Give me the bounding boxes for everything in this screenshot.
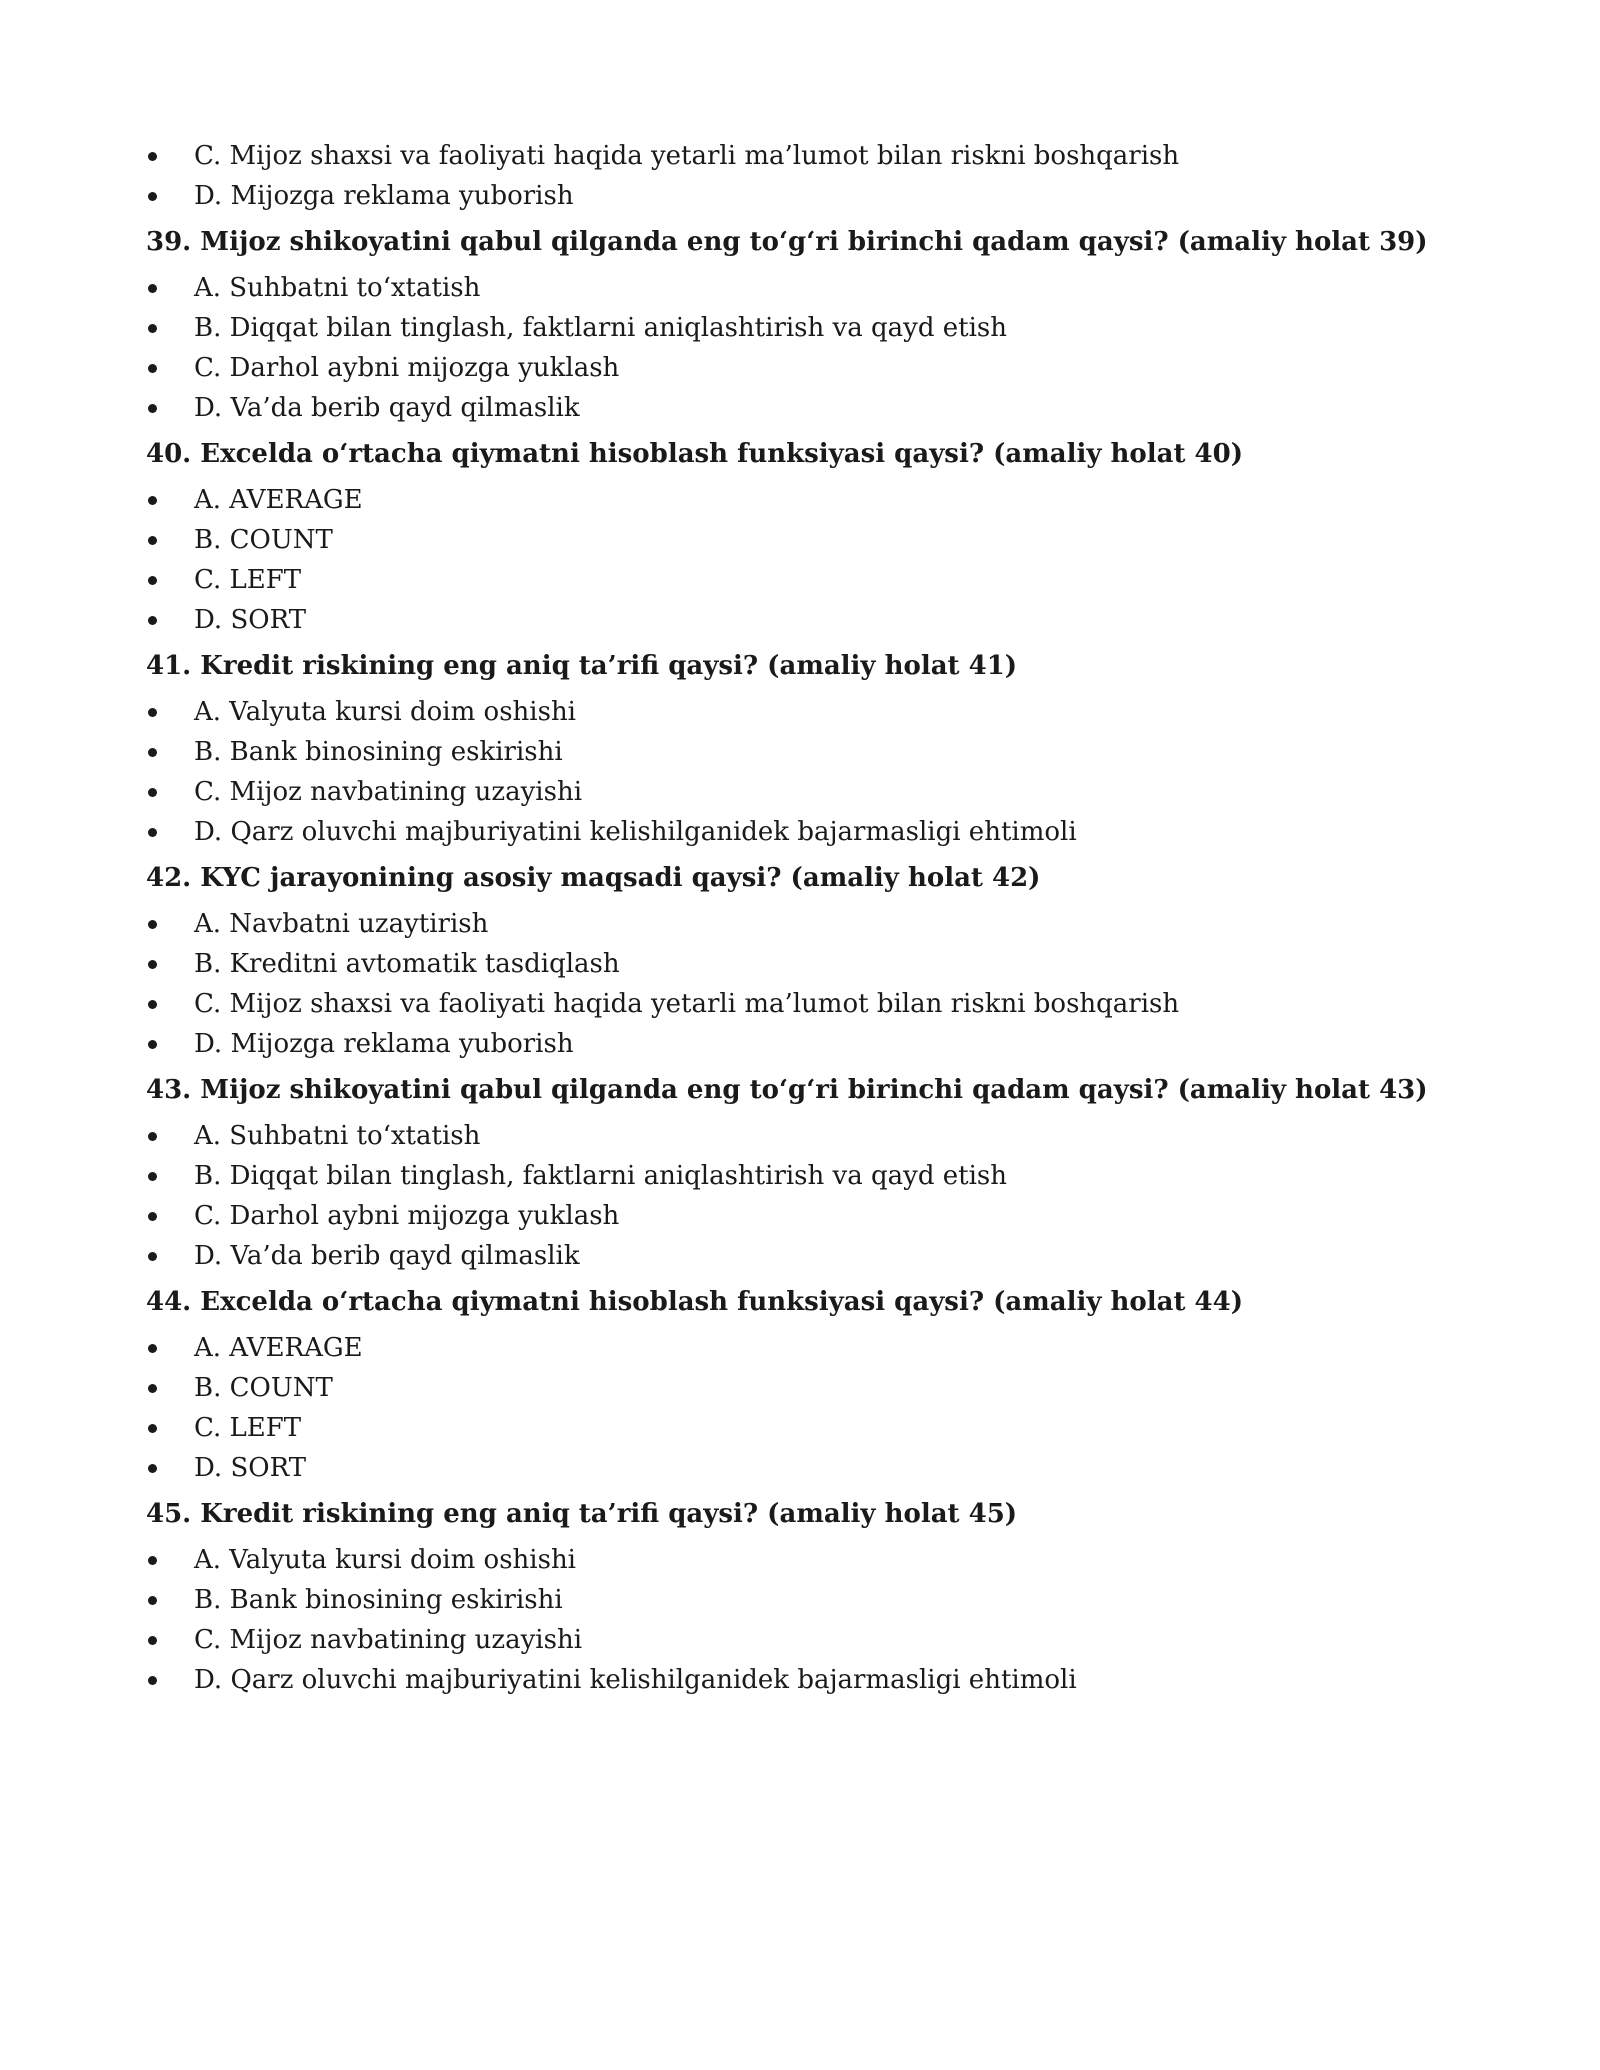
options-list [146,1328,1466,1488]
list-item: A. AVERAGE [146,1328,1466,1368]
options-list [146,1116,1466,1276]
question-title: 41. Kredit riskining eng aniq ta’rifi qaysi? (amaliy holat 41) [146,651,1018,681]
question-title: 45. Kredit riskining eng aniq ta’rifi qaysi? (amaliy holat 45) [146,1499,1018,1529]
list-item: C. Darhol aybni mijozga yuklash [146,348,1466,388]
list-item: D. Va’da berib qayd qilmaslik [146,1236,1466,1276]
list-item: A. Valyuta kursi doim oshishi [146,692,1466,732]
list-item: C. Mijoz navbatining uzayishi [146,1620,1466,1660]
list-item: B. Diqqat bilan tinglash, faktlarni aniqlashtirish va qayd etish [146,1156,1466,1196]
question-title: 40. Excelda o‘rtacha qiymatni hisoblash funksiyasi qaysi? (amaliy holat 40) [146,439,1244,469]
question-title: 44. Excelda o‘rtacha qiymatni hisoblash funksiyasi qaysi? (amaliy holat 44) [146,1287,1244,1317]
list-item: C. Darhol aybni mijozga yuklash [146,1196,1466,1236]
question-42 [146,858,1466,1064]
list-item: B. COUNT [146,520,1466,560]
options-list [146,692,1466,852]
question-43 [146,1070,1466,1276]
question-title: 42. KYC jarayonining asosiy maqsadi qaysi? (amaliy holat 42) [146,863,1041,893]
options-list [146,1540,1466,1700]
list-item: B. COUNT [146,1368,1466,1408]
document-content [146,136,1466,1700]
list-item: D. SORT [146,600,1466,640]
list-item: C. LEFT [146,1408,1466,1448]
list-item: D. Qarz oluvchi majburiyatini kelishilganidek bajarmasligi ehtimoli [146,812,1466,852]
list-item: A. Navbatni uzaytirish [146,904,1466,944]
intro-options-list [146,136,1466,216]
list-item: A. Suhbatni to‘xtatish [146,268,1466,308]
list-item: C. LEFT [146,560,1466,600]
list-item: C. Mijoz shaxsi va faoliyati haqida yetarli ma’lumot bilan riskni boshqarish [146,136,1466,176]
question-45 [146,1494,1466,1700]
question-39 [146,222,1466,428]
list-item: D. Qarz oluvchi majburiyatini kelishilganidek bajarmasligi ehtimoli [146,1660,1466,1700]
list-item: D. SORT [146,1448,1466,1488]
list-item: B. Bank binosining eskirishi [146,732,1466,772]
options-list [146,268,1466,428]
question-title: 43. Mijoz shikoyatini qabul qilganda eng to‘g‘ri birinchi qadam qaysi? (amaliy holat 43) [146,1075,1428,1105]
list-item: A. Valyuta kursi doim oshishi [146,1540,1466,1580]
list-item: D. Mijozga reklama yuborish [146,176,1466,216]
question-title: 39. Mijoz shikoyatini qabul qilganda eng to‘g‘ri birinchi qadam qaysi? (amaliy holat 39) [146,227,1428,257]
list-item: C. Mijoz navbatining uzayishi [146,772,1466,812]
list-item: D. Mijozga reklama yuborish [146,1024,1466,1064]
options-list [146,480,1466,640]
question-40 [146,434,1466,640]
list-item: C. Mijoz shaxsi va faoliyati haqida yetarli ma’lumot bilan riskni boshqarish [146,984,1466,1024]
list-item: A. AVERAGE [146,480,1466,520]
list-item: B. Bank binosining eskirishi [146,1580,1466,1620]
question-44 [146,1282,1466,1488]
question-41 [146,646,1466,852]
list-item: A. Suhbatni to‘xtatish [146,1116,1466,1156]
list-item: B. Kreditni avtomatik tasdiqlash [146,944,1466,984]
list-item: D. Va’da berib qayd qilmaslik [146,388,1466,428]
list-item: B. Diqqat bilan tinglash, faktlarni aniqlashtirish va qayd etish [146,308,1466,348]
options-list [146,904,1466,1064]
